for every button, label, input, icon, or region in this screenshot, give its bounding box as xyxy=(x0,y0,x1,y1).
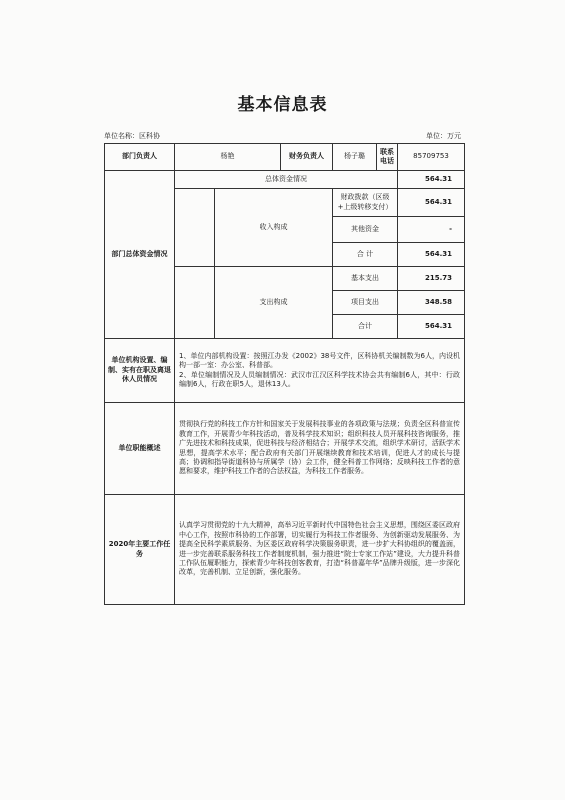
income-row-label: 财政拨款（区级+上级转移支付） xyxy=(333,189,398,217)
tasks-row xyxy=(105,495,465,605)
expense-label: 支出构成 xyxy=(215,267,333,339)
income-row-value: 564.31 xyxy=(398,243,465,267)
tasks-text: 认真学习贯彻党的十九大精神，高举习近平新时代中国特色社会主义思想，围绕区委区政府中心工作，按照市科协的工作部署，切实履行为科技工作者服务、为创新驱动发展服务、为提高全民科学素质服务、为区委区政府科学决策服务职责，进一步扩大科协组织的覆盖面，进一步完善联系服务科技工作者制度机制，强力推进“院士专家工作站”建设，大力提升科普工作队伍履职能力，探索青少年科技创客教育，打造“科普嘉年华”品牌升级版，进一步深化改革，完善机制、立足创新，强化服务。 xyxy=(175,495,465,605)
income-row-label: 合 计 xyxy=(333,243,398,267)
duty-row xyxy=(105,403,465,495)
currency-unit: 单位：万元 xyxy=(426,132,461,140)
expense-row-value: 215.73 xyxy=(398,267,465,291)
duty-text: 贯彻执行党的科技工作方针和国家关于发展科技事业的各项政策与法规；负责全区科普宣传教育工作，开展青少年科技活动，普及科学技术知识；组织科技人员开展科技咨询服务，推广先进技术和科技成果，促进科技与经济相结合；开展学术交流，组织学术研讨，活跃学术思想，提高学术水平；配合政府有关部门开展继续教育和技术培训，促进人才的成长与提高；协调和指导街道科协与所属学（协）会工作，健全科普工作网络；反映科技工作者的意愿和要求，维护科技工作者的合法权益，为科技工作者服务。 xyxy=(175,403,465,495)
expense-row-label: 项目支出 xyxy=(333,291,398,315)
expense-row-value: 564.31 xyxy=(398,315,465,339)
dept-head-value: 杨艳 xyxy=(175,144,281,171)
funds-total-row xyxy=(105,171,465,189)
income-row-value: - xyxy=(398,217,465,243)
funds-total-label: 总体资金情况 xyxy=(175,171,398,189)
income-row-value: 564.31 xyxy=(398,189,465,217)
finance-head-label: 财务负责人 xyxy=(281,144,333,171)
header-row xyxy=(105,144,465,171)
funds-total-value: 564.31 xyxy=(398,171,465,189)
funds-section-label: 部门总体资金情况 xyxy=(105,171,175,339)
income-label: 收入构成 xyxy=(215,189,333,267)
org-line: 1、单位内部机构设置：按照江办发《2002》38号文件，区科协机关编制数为6人，内设机构一部一室：办公室、科普部。 xyxy=(179,351,460,370)
unit-name: 单位名称：区科协 xyxy=(104,132,160,140)
income-row-label: 其他资金 xyxy=(333,217,398,243)
org-row xyxy=(105,339,465,403)
phone-value: 85709753 xyxy=(398,144,465,171)
page-title: 基本信息表 xyxy=(237,95,328,115)
basic-info-table xyxy=(104,143,465,605)
expense-row-label: 合计 xyxy=(333,315,398,339)
phone-label: 联系电话 xyxy=(377,144,398,171)
finance-head-value: 杨子璐 xyxy=(333,144,377,171)
expense-row-label: 基本支出 xyxy=(333,267,398,291)
dept-head-label: 部门负责人 xyxy=(105,144,175,171)
org-line: 2、单位编制情况及人员编制情况：武汉市江汉区科学技术协会共有编制6人，其中：行政编制6人，行政在职5人，退休13人。 xyxy=(179,370,460,388)
org-text xyxy=(175,339,465,403)
tasks-label: 2020年主要工作任务 xyxy=(105,495,175,605)
duty-label: 单位职能概述 xyxy=(105,403,175,495)
expense-row-value: 348.58 xyxy=(398,291,465,315)
org-label: 单位机构设置、编制、实有在职及离退休人员情况 xyxy=(105,339,175,403)
